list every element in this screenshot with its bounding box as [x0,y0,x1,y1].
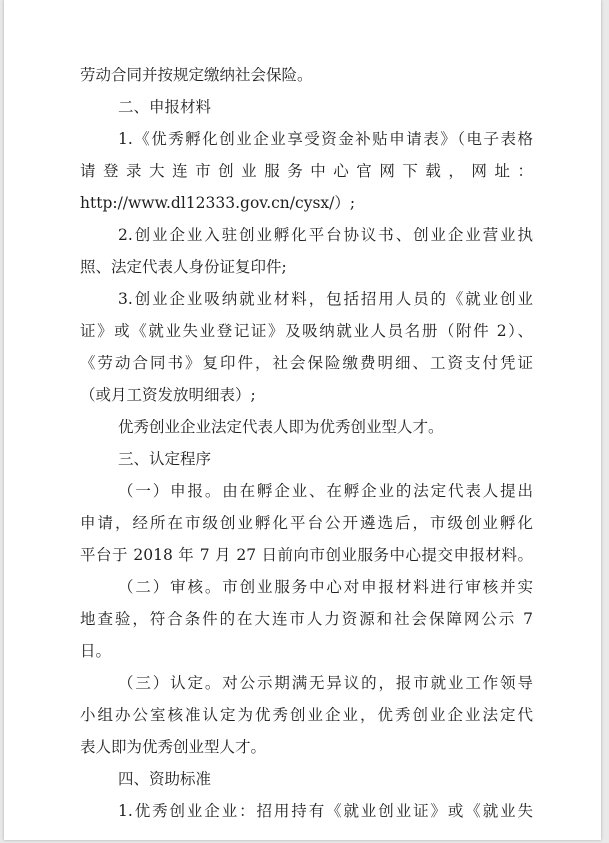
text-line: 请登录大连市创业服务中心官网下载，网址： [80,162,533,180]
text-line: 优秀创业企业法定代表人即为优秀创业型人才。 [118,418,444,436]
text-line: 1.优秀创业企业：招用持有《就业创业证》或《就业失 [118,802,533,820]
text-line: 照、法定代表人身份证复印件; [80,258,287,276]
text-line: 1.《优秀孵化创业企业享受资金补贴申请表》（电子表格 [118,130,533,148]
text-line: 平台于 2018 年 7 月 27 日前向市创业服务中心提交申报材料。 [80,546,533,564]
text-line: （二）审核。市创业服务中心对申报材料进行审核并实 [118,578,533,596]
text-line: （三）认定。对公示期满无异议的，报市就业工作领导 [118,674,533,692]
text-line: 3.创业企业吸纳就业材料，包括招用人员的《就业创业 [118,290,533,308]
text-line: 表人即为优秀创业型人才。 [80,738,267,756]
text-line: （或月工资发放明细表）; [80,386,256,404]
text-line: 劳动合同并按规定缴纳社会保险。 [80,66,313,84]
text-line: http://www.dl12333.gov.cn/cysx/）; [80,194,356,212]
text-line: 地查验，符合条件的在大连市人力资源和社会保障网公示 7 [80,610,533,628]
text-line: 2.创业企业入驻创业孵化平台协议书、创业企业营业执 [118,226,533,244]
section-heading: 四、资助标准 [118,770,212,788]
text-line: 申请，经所在市级创业孵化平台公开遴选后，市级创业孵化 [80,514,533,532]
text-line: 日。 [80,642,112,660]
text-line: 《劳动合同书》复印件，社会保险缴费明细、工资支付凭证 [80,354,533,372]
text-line: 小组办公室核准认定为优秀创业企业，优秀创业企业法定代 [80,706,533,724]
section-heading: 三、认定程序 [118,450,212,468]
text-line: 证》或《就业失业登记证》及吸纳就业人员名册（附件 2）、 [80,322,533,340]
text-line: （一）申报。由在孵企业、在孵企业的法定代表人提出 [118,482,533,500]
document-page [4,0,601,840]
section-heading: 二、申报材料 [118,98,212,116]
